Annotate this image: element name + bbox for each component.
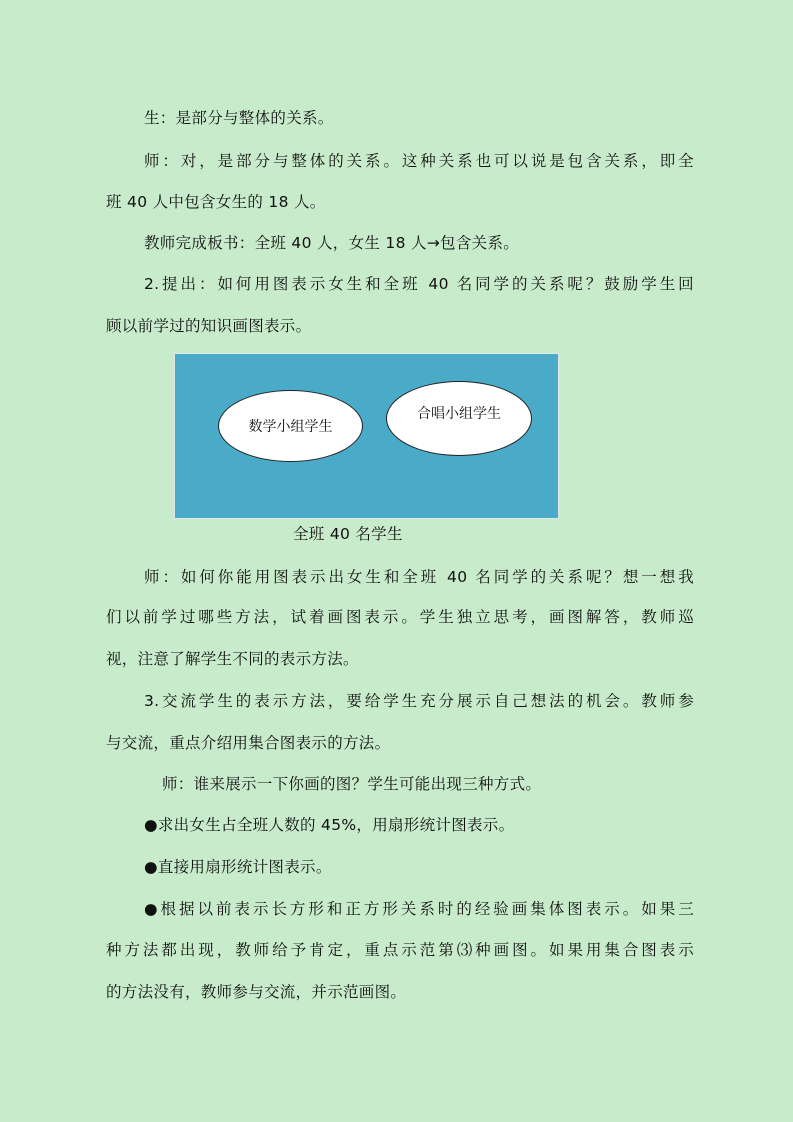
paragraph-exchange-line-2: 与交流，重点介绍用集合图表示的方法。 <box>106 734 391 752</box>
bullet-item-3-line-1: ●根据以前表示长方形和正方形关系时的经验画集体图表示。如果三 <box>144 900 694 918</box>
bullet-item-1: ●求出女生占全班人数的 45%，用扇形统计图表示。 <box>144 816 515 834</box>
paragraph-teacher-prompt-line-1: 师：如何你能用图表示出女生和全班 40 名同学的关系呢？想一想我 <box>144 568 694 586</box>
set-diagram <box>174 353 559 519</box>
set-label-choir-group: 合唱小组学生 <box>417 405 501 422</box>
paragraph-teacher-show: 师：谁来展示一下你画的图？学生可能出现三种方式。 <box>162 775 542 793</box>
diagram-caption: 全班 40 名学生 <box>293 525 403 543</box>
paragraph-teacher-prompt-line-2: 们以前学过哪些方法，试着画图表示。学生独立思考，画图解答，教师巡 <box>106 608 694 626</box>
bullet-item-2: ●直接用扇形统计图表示。 <box>144 858 332 876</box>
paragraph-student-answer: 生：是部分与整体的关系。 <box>144 109 334 127</box>
set-ellipse-math-group <box>218 390 363 462</box>
bullet-item-3-line-3: 的方法没有，教师参与交流，并示范画图。 <box>106 983 407 1001</box>
paragraph-teacher-line-2: 班 40 人中包含女生的 18 人。 <box>106 193 326 211</box>
bullet-item-3-line-2: 种方法都出现，教师给予肯定，重点示范第⑶种画图。如果用集合图表示 <box>106 941 694 959</box>
paragraph-board-writing: 教师完成板书：全班 40 人，女生 18 人→包含关系。 <box>144 234 520 252</box>
paragraph-question-line-2: 顾以前学过的知识画图表示。 <box>106 317 312 335</box>
set-label-math-group: 数学小组学生 <box>248 419 333 435</box>
paragraph-teacher-line-1: 师：对，是部分与整体的关系。这种关系也可以说是包含关系，即全 <box>144 152 694 170</box>
paragraph-question-line-1: 2.提出：如何用图表示女生和全班 40 名同学的关系呢？鼓励学生回 <box>144 275 694 293</box>
set-ellipse-choir-group <box>386 381 532 456</box>
paragraph-exchange-line-1: 3.交流学生的表示方法，要给学生充分展示自己想法的机会。教师参 <box>144 692 694 710</box>
paragraph-teacher-prompt-line-3: 视，注意了解学生不同的表示方法。 <box>106 650 359 668</box>
